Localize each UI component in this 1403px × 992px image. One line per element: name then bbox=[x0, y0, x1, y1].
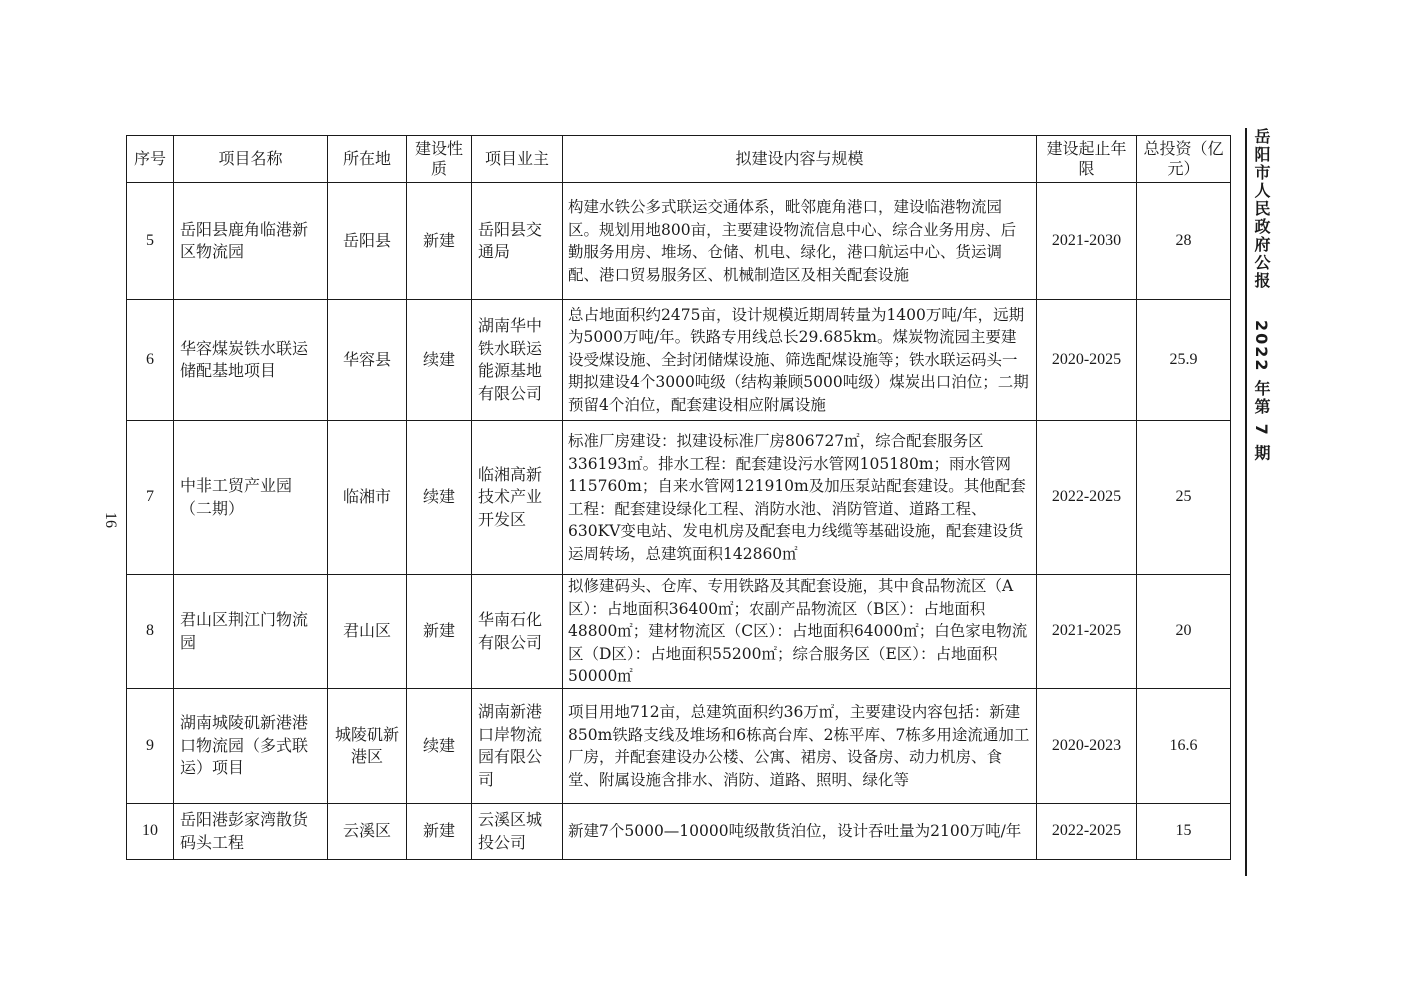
header-rule bbox=[1245, 128, 1247, 876]
cell-nature: 新建 bbox=[407, 575, 472, 689]
cell-no: 5 bbox=[127, 183, 174, 300]
cell-content: 构建水铁公多式联运交通体系，毗邻鹿角港口，建设临港物流园区。规划用地800亩，主要建设物流信息中心、综合业务用房、后勤服务用房、堆场、仓储、机电、绿化，港口航运中心、货运调配、港口贸易服务区、机械制造区及相关配套设施 bbox=[563, 183, 1037, 300]
issue-label: 2022 年第 7 期 bbox=[1252, 319, 1271, 462]
cell-owner: 云溪区城投公司 bbox=[472, 804, 563, 860]
cell-content: 总占地面积约2475亩，设计规模近期周转量为1400万吨/年，远期为5000万吨/年。铁路专用线总长29.685km。煤炭物流园主要建设受煤设施、全封闭储煤设施、筛选配煤设施等；铁水联运码头一期拟建设4个3000吨级（结构兼顾5000吨级）煤炭出口泊位；二期预留4个泊位，配套建设相应附属设施 bbox=[563, 300, 1037, 421]
cell-location: 君山区 bbox=[328, 575, 407, 689]
cell-period: 2022-2025 bbox=[1037, 804, 1137, 860]
cell-period: 2022-2025 bbox=[1037, 421, 1137, 575]
table-header-row bbox=[127, 136, 1231, 183]
table-row bbox=[127, 804, 1231, 860]
cell-location: 临湘市 bbox=[328, 421, 407, 575]
cell-no: 6 bbox=[127, 300, 174, 421]
cell-period: 2021-2030 bbox=[1037, 183, 1137, 300]
cell-content: 项目用地712亩，总建筑面积约36万㎡，主要建设内容包括：新建850m铁路支线及堆场和6栋高台库、2栋平库、7栋多用途流通加工厂房，并配套建设办公楼、公寓、裙房、设备房、动力机房、食堂、附属设施含排水、消防、道路、照明、绿化等 bbox=[563, 689, 1037, 804]
col-header-nature: 建设性质 bbox=[407, 136, 472, 183]
cell-name: 岳阳县鹿角临港新区物流园 bbox=[174, 183, 328, 300]
cell-content: 标准厂房建设：拟建设标准厂房806727㎡，综合配套服务区336193㎡。排水工程：配套建设污水管网105180m；雨水管网115760m；自来水管网121910m及加压泵站配套建设。其他配套工程：配套建设绿化工程、消防水池、消防管道、道路工程、630KV变电站、发电机房及配套电力线缆等基础设施，配套建设货运周转场，总建筑面积142860㎡ bbox=[563, 421, 1037, 575]
cell-owner: 湖南华中铁水联运能源基地有限公司 bbox=[472, 300, 563, 421]
cell-owner: 湖南新港口岸物流园有限公司 bbox=[472, 689, 563, 804]
journal-header bbox=[1251, 128, 1273, 462]
col-header-period: 建设起止年限 bbox=[1037, 136, 1137, 183]
cell-owner: 华南石化有限公司 bbox=[472, 575, 563, 689]
journal-title: 岳阳市人民政府公报 bbox=[1252, 128, 1271, 290]
cell-nature: 新建 bbox=[407, 804, 472, 860]
col-header-location: 所在地 bbox=[328, 136, 407, 183]
cell-nature: 续建 bbox=[407, 300, 472, 421]
cell-location: 城陵矶新港区 bbox=[328, 689, 407, 804]
table-row bbox=[127, 689, 1231, 804]
cell-period: 2020-2025 bbox=[1037, 300, 1137, 421]
cell-no: 7 bbox=[127, 421, 174, 575]
table-row bbox=[127, 183, 1231, 300]
cell-investment: 20 bbox=[1137, 575, 1231, 689]
cell-location: 岳阳县 bbox=[328, 183, 407, 300]
cell-name: 湖南城陵矶新港港口物流园（多式联运）项目 bbox=[174, 689, 328, 804]
table-row bbox=[127, 575, 1231, 689]
cell-investment: 25 bbox=[1137, 421, 1231, 575]
cell-nature: 新建 bbox=[407, 183, 472, 300]
table-row bbox=[127, 300, 1231, 421]
col-header-content: 拟建设内容与规模 bbox=[563, 136, 1037, 183]
project-table bbox=[126, 135, 1231, 860]
cell-name: 中非工贸产业园（二期） bbox=[174, 421, 328, 575]
cell-no: 9 bbox=[127, 689, 174, 804]
cell-content: 新建7个5000—10000吨级散货泊位，设计吞吐量为2100万吨/年 bbox=[563, 804, 1037, 860]
cell-no: 10 bbox=[127, 804, 174, 860]
cell-location: 华容县 bbox=[328, 300, 407, 421]
cell-name: 君山区荆江门物流园 bbox=[174, 575, 328, 689]
cell-nature: 续建 bbox=[407, 689, 472, 804]
cell-period: 2021-2025 bbox=[1037, 575, 1137, 689]
cell-no: 8 bbox=[127, 575, 174, 689]
cell-name: 华容煤炭铁水联运储配基地项目 bbox=[174, 300, 328, 421]
cell-nature: 续建 bbox=[407, 421, 472, 575]
cell-investment: 25.9 bbox=[1137, 300, 1231, 421]
cell-investment: 16.6 bbox=[1137, 689, 1231, 804]
table-row bbox=[127, 421, 1231, 575]
col-header-no: 序号 bbox=[127, 136, 174, 183]
cell-owner: 岳阳县交通局 bbox=[472, 183, 563, 300]
cell-period: 2020-2023 bbox=[1037, 689, 1137, 804]
cell-investment: 15 bbox=[1137, 804, 1231, 860]
cell-owner: 临湘高新技术产业开发区 bbox=[472, 421, 563, 575]
col-header-investment: 总投资（亿元） bbox=[1137, 136, 1231, 183]
cell-location: 云溪区 bbox=[328, 804, 407, 860]
cell-name: 岳阳港彭家湾散货码头工程 bbox=[174, 804, 328, 860]
col-header-owner: 项目业主 bbox=[472, 136, 563, 183]
cell-content: 拟修建码头、仓库、专用铁路及其配套设施，其中食品物流区（A区）：占地面积36400㎡；农副产品物流区（B区）：占地面积48800㎡；建材物流区（C区）：占地面积64000㎡；白色家电物流区（D区）：占地面积55200㎡；综合服务区（E区）：占地面积50000㎡ bbox=[563, 575, 1037, 689]
col-header-name: 项目名称 bbox=[174, 136, 328, 183]
cell-investment: 28 bbox=[1137, 183, 1231, 300]
page-number: 16 bbox=[102, 512, 119, 528]
